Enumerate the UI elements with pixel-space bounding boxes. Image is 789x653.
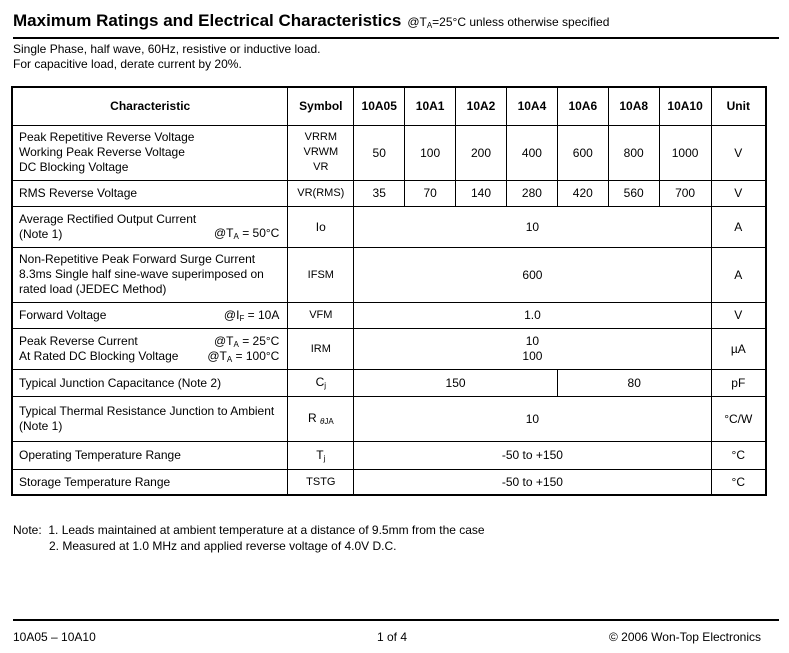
unit-cell: °C bbox=[711, 441, 766, 469]
condition-text: $@T_A = 50^\circ C$ bbox=[214, 225, 280, 241]
notes-section bbox=[13, 522, 485, 554]
value-cell: 600 bbox=[557, 125, 608, 180]
symbol-cell: IRM bbox=[288, 328, 354, 369]
value-cell: 1000 bbox=[659, 125, 711, 180]
value-cell: 800 bbox=[608, 125, 659, 180]
symbol-cell: Io bbox=[288, 206, 354, 247]
characteristic-cell: Typical Junction Capacitance (Note 2) bbox=[12, 369, 288, 396]
value-cell: -50 to +150 bbox=[354, 469, 711, 495]
condition-text: $@T_A = 100^\circ C$ bbox=[207, 348, 280, 364]
condition-text: $@I_F = 10A$ bbox=[223, 307, 280, 323]
symbol-cell: TSTG bbox=[288, 469, 354, 495]
intro-line-1: Single Phase, half wave, 60Hz, resistive or inductive load. bbox=[13, 42, 321, 56]
characteristic-cell: Typical Thermal Resistance Junction to Ambient (Note 1) bbox=[12, 396, 288, 441]
value-cell: 700 bbox=[659, 180, 711, 206]
header-10a2: 10A2 bbox=[456, 87, 507, 125]
characteristic-cell: Non-Repetitive Peak Forward Surge Current 8.3ms Single half sine-wave superimposed on rated load (JEDEC Method) bbox=[12, 247, 288, 302]
note-1: Note: 1. Leads maintained at ambient temperature at a distance of 9.5mm from the case bbox=[13, 523, 485, 537]
header-10a1: 10A1 bbox=[405, 87, 456, 125]
value-cell: 150 bbox=[354, 369, 558, 396]
header-characteristic: Characteristic bbox=[12, 87, 288, 125]
value-cell: 140 bbox=[456, 180, 507, 206]
unit-cell: µA bbox=[711, 328, 766, 369]
value-cell: 10 bbox=[354, 206, 711, 247]
table-row-tstg bbox=[12, 469, 766, 495]
table-row-tj bbox=[12, 441, 766, 469]
page-title: Maximum Ratings and Electrical Characteristics bbox=[13, 11, 402, 30]
footer-copyright: © 2006 Won-Top Electronics bbox=[608, 630, 761, 644]
value-cell: 100 bbox=[405, 125, 456, 180]
table-row-vfm bbox=[12, 302, 766, 328]
title-condition: $@T_A=25^\circ C$ unless otherwise specified bbox=[407, 15, 610, 30]
unit-cell: °C/W bbox=[711, 396, 766, 441]
characteristic-cell: Operating Temperature Range bbox=[12, 441, 288, 469]
intro-text bbox=[13, 42, 321, 72]
unit-cell: pF bbox=[711, 369, 766, 396]
value-cell: 400 bbox=[506, 125, 557, 180]
table-row-ifsm bbox=[12, 247, 766, 302]
table-row-irm bbox=[12, 328, 766, 369]
condition-text: $@T_A = 25^\circ C$ bbox=[214, 333, 280, 349]
value-cell: 10 100 bbox=[354, 328, 711, 369]
ratings-table bbox=[11, 86, 767, 496]
header-symbol: Symbol bbox=[288, 87, 354, 125]
unit-cell: V bbox=[711, 180, 766, 206]
characteristic-cell: Forward Voltage $@I_F = 10A$ bbox=[12, 302, 288, 328]
value-cell: 80 bbox=[557, 369, 711, 396]
table-row-io bbox=[12, 206, 766, 247]
value-cell: 35 bbox=[354, 180, 405, 206]
symbol-cell: R $_{\theta JA}$ bbox=[288, 396, 354, 441]
characteristic-cell: Storage Temperature Range bbox=[12, 469, 288, 495]
symbol-cell: $T_j$ bbox=[288, 441, 354, 469]
table-row-vrrm bbox=[12, 125, 766, 180]
value-cell: 420 bbox=[557, 180, 608, 206]
header-10a05: 10A05 bbox=[354, 87, 405, 125]
characteristic-cell: Average Rectified Output Current (Note 1) $@T_A = 50^\circ C$ bbox=[12, 206, 288, 247]
unit-cell: A bbox=[711, 247, 766, 302]
table-header-row bbox=[12, 87, 766, 125]
value-cell: 70 bbox=[405, 180, 456, 206]
symbol-cell: VRRM VRWM VR bbox=[288, 125, 354, 180]
note-2: 2. Measured at 1.0 MHz and applied reverse voltage of 4.0V D.C. bbox=[49, 539, 397, 553]
header-10a6: 10A6 bbox=[557, 87, 608, 125]
characteristic-cell: RMS Reverse Voltage bbox=[12, 180, 288, 206]
footer-rule bbox=[13, 619, 779, 621]
value-cell: 600 bbox=[354, 247, 711, 302]
symbol-cell: IFSM bbox=[288, 247, 354, 302]
characteristic-cell: Peak Repetitive Reverse Voltage Working Peak Reverse Voltage DC Blocking Voltage bbox=[12, 125, 288, 180]
symbol-cell: VR(RMS) bbox=[288, 180, 354, 206]
header-rule bbox=[13, 37, 779, 39]
header-10a4: 10A4 bbox=[506, 87, 557, 125]
footer-part-number: 10A05 – 10A10 bbox=[13, 630, 96, 644]
header-unit: Unit bbox=[711, 87, 766, 125]
value-cell: 280 bbox=[506, 180, 557, 206]
value-cell: 200 bbox=[456, 125, 507, 180]
table-row-vrms bbox=[12, 180, 766, 206]
unit-cell: A bbox=[711, 206, 766, 247]
intro-line-2: For capacitive load, derate current by 20%. bbox=[13, 57, 242, 71]
value-cell: 50 bbox=[354, 125, 405, 180]
footer-page-number: 1 of 4 bbox=[377, 630, 408, 644]
page-header bbox=[13, 11, 779, 35]
value-cell: 10 bbox=[354, 396, 711, 441]
symbol-cell: VFM bbox=[288, 302, 354, 328]
unit-cell: V bbox=[711, 125, 766, 180]
header-10a8: 10A8 bbox=[608, 87, 659, 125]
unit-cell: °C bbox=[711, 469, 766, 495]
table-row-rth bbox=[12, 396, 766, 441]
symbol-cell: $C_j$ bbox=[288, 369, 354, 396]
table-row-cj bbox=[12, 369, 766, 396]
value-cell: 1.0 bbox=[354, 302, 711, 328]
header-10a10: 10A10 bbox=[659, 87, 711, 125]
value-cell: -50 to +150 bbox=[354, 441, 711, 469]
value-cell: 560 bbox=[608, 180, 659, 206]
characteristic-cell: Peak Reverse Current At Rated DC Blocking Voltage $@T_A = 25^\circ C$ $@T_A = 100^\circ C$ bbox=[12, 328, 288, 369]
unit-cell: V bbox=[711, 302, 766, 328]
